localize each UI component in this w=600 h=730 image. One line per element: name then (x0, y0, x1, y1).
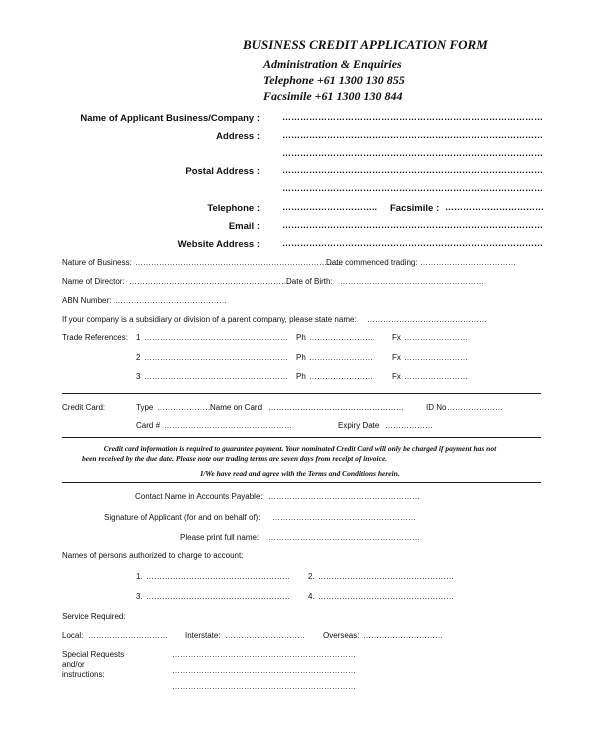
authorized-person-number: 3. (136, 592, 143, 601)
card-type-label: Type (136, 403, 154, 412)
trade-ref-ph-field[interactable]: …………………… (309, 353, 373, 362)
terms-agreement: I/We have read and agree with the Terms and Conditions herein. (200, 469, 400, 478)
form-title: BUSINESS CREDIT APPLICATION FORM (243, 37, 488, 52)
nature-of-business-field[interactable]: …………………………………………………………………… (135, 258, 343, 267)
trade-ref-ph-field[interactable]: …………………… (309, 372, 373, 381)
trade-ref-number: 3 (136, 372, 141, 381)
address-field-1[interactable]: …………………………………………………………………………… (282, 130, 543, 140)
website-field[interactable]: …………………………………………………………………………… (282, 238, 543, 248)
subsidiary-label: If your company is a subsidiary or division of a parent company, please state name: (62, 315, 357, 324)
special-requests-field-2[interactable]: …………………………………………………………… (172, 666, 356, 675)
id-no-field[interactable]: ………………… (447, 403, 503, 412)
credit-card-label: Credit Card: (62, 403, 106, 412)
name-on-card-label: Name on Card (210, 403, 263, 412)
id-no-label: ID No (426, 403, 447, 412)
email-field[interactable]: …………………………………………………………………………… (282, 220, 543, 230)
abn-number-field[interactable]: …………………………………… (115, 296, 227, 305)
trade-ref-name-field[interactable]: ……………………………………………… (144, 372, 288, 381)
service-overseas-label: Overseas: (323, 631, 360, 640)
accounts-contact-field[interactable]: ………………………………………………… (268, 492, 420, 501)
special-requests-label-1: Special Requests (62, 650, 125, 659)
trade-ref-fx-field[interactable]: …………………… (404, 353, 468, 362)
applicant-name-field[interactable]: …………………………………………………………………………… (282, 112, 543, 122)
director-name-label: Name of Director: (62, 277, 125, 286)
special-requests-field-1[interactable]: …………………………………………………………… (172, 650, 356, 659)
abn-number-label: ABN Number: (62, 296, 112, 305)
card-notice-line-1: Credit card information is required to guarantee payment. Your nominated Credit Card will only be charged if payment has not (103, 444, 497, 453)
facsimile-label: Facsimile : (390, 203, 440, 214)
authorized-persons-label: Names of persons authorized to charge to account: (62, 551, 244, 560)
trade-ref-fx-label: Fx (392, 333, 401, 342)
service-overseas-field[interactable]: ………………………… (363, 631, 443, 640)
service-required-label: Service Required: (62, 612, 126, 621)
trade-ref-fx-field[interactable]: …………………… (404, 333, 468, 342)
trade-ref-name-field[interactable]: ……………………………………………… (144, 353, 288, 362)
authorized-person-field[interactable]: ……………………………………………… (146, 572, 290, 581)
date-commenced-field[interactable]: ……………………………… (420, 258, 516, 267)
address-field-2[interactable]: …………………………………………………………………………… (282, 148, 543, 158)
website-label: Website Address : (177, 239, 260, 250)
special-requests-label-2: and/or (62, 660, 85, 669)
address-label: Address : (216, 131, 260, 142)
trade-ref-number: 1 (136, 333, 141, 342)
subsidiary-field[interactable]: ……………………………………… (367, 315, 487, 324)
authorized-person-number: 1. (136, 572, 143, 581)
section-divider (62, 437, 541, 438)
trade-ref-name-field[interactable]: ……………………………………………… (144, 333, 288, 342)
trade-ref-ph-label: Ph (296, 372, 306, 381)
facsimile-field[interactable]: …………………………… (445, 202, 544, 212)
trade-references-label: Trade References: (62, 333, 128, 342)
applicant-name-label: Name of Applicant Business/Company : (80, 113, 260, 124)
authorized-person-number: 4. (308, 592, 315, 601)
trade-ref-ph-field[interactable]: …………………… (309, 333, 373, 342)
card-notice-line-2: been received by the due date. Please note our trading terms are seven days from receipt of invoice. (82, 454, 388, 463)
expiry-date-label: Expiry Date (338, 421, 380, 430)
director-name-field[interactable]: …………………………………………………… (129, 277, 289, 286)
print-name-field[interactable]: ………………………………………………… (268, 533, 420, 542)
telephone-field[interactable]: ………………………….. (282, 202, 378, 212)
date-of-birth-field[interactable]: ……………………………………………… (340, 277, 484, 286)
name-on-card-field[interactable]: …………………………………………… (268, 403, 404, 412)
trade-ref-ph-label: Ph (296, 353, 306, 362)
contact-facsimile: Facsimile +61 1300 130 844 (263, 89, 403, 103)
special-requests-label-3: instructions: (62, 670, 105, 679)
trade-ref-number: 2 (136, 353, 141, 362)
postal-address-field-1[interactable]: …………………………………………………………………………… (282, 165, 543, 175)
date-commenced-label: Date commenced trading: (326, 258, 418, 267)
card-type-field[interactable]: ………………… (157, 403, 213, 412)
service-interstate-field[interactable]: ………………………… (225, 631, 305, 640)
service-interstate-label: Interstate: (185, 631, 221, 640)
section-divider (62, 482, 541, 483)
accounts-contact-label: Contact Name in Accounts Payable: (135, 492, 263, 501)
special-requests-field-3[interactable]: …………………………………………………………… (172, 682, 356, 691)
authorized-person-field[interactable]: ……………………………………………… (146, 592, 290, 601)
trade-ref-fx-label: Fx (392, 353, 401, 362)
print-name-label: Please print full name: (180, 533, 260, 542)
authorized-person-field[interactable]: …………………………………………… (318, 592, 454, 601)
email-label: Email : (228, 221, 260, 232)
telephone-label: Telephone : (207, 203, 260, 214)
signature-label: Signature of Applicant (for and on behalf of): (104, 513, 261, 522)
service-local-label: Local: (62, 631, 84, 640)
trade-ref-fx-field[interactable]: …………………… (404, 372, 468, 381)
authorized-person-field[interactable]: …………………………………………… (318, 572, 454, 581)
card-number-label: Card # (136, 421, 161, 430)
signature-field[interactable]: ……………………………………………… (272, 513, 416, 522)
trade-ref-fx-label: Fx (392, 372, 401, 381)
postal-address-label: Postal Address : (185, 166, 260, 177)
service-local-field[interactable]: ………………………… (88, 631, 168, 640)
trade-ref-ph-label: Ph (296, 333, 306, 342)
section-divider (62, 393, 541, 394)
postal-address-field-2[interactable]: …………………………………………………………………………… (282, 183, 543, 193)
expiry-date-field[interactable]: ……………… (385, 421, 433, 430)
authorized-person-number: 2. (308, 572, 315, 581)
admin-enquiries: Administration & Enquiries (263, 57, 402, 71)
card-number-field[interactable]: ………………………………………… (164, 421, 292, 430)
contact-telephone: Telephone +61 1300 130 855 (263, 73, 405, 87)
date-of-birth-label: Date of Birth: (286, 277, 333, 286)
nature-of-business-label: Nature of Business: (62, 258, 132, 267)
